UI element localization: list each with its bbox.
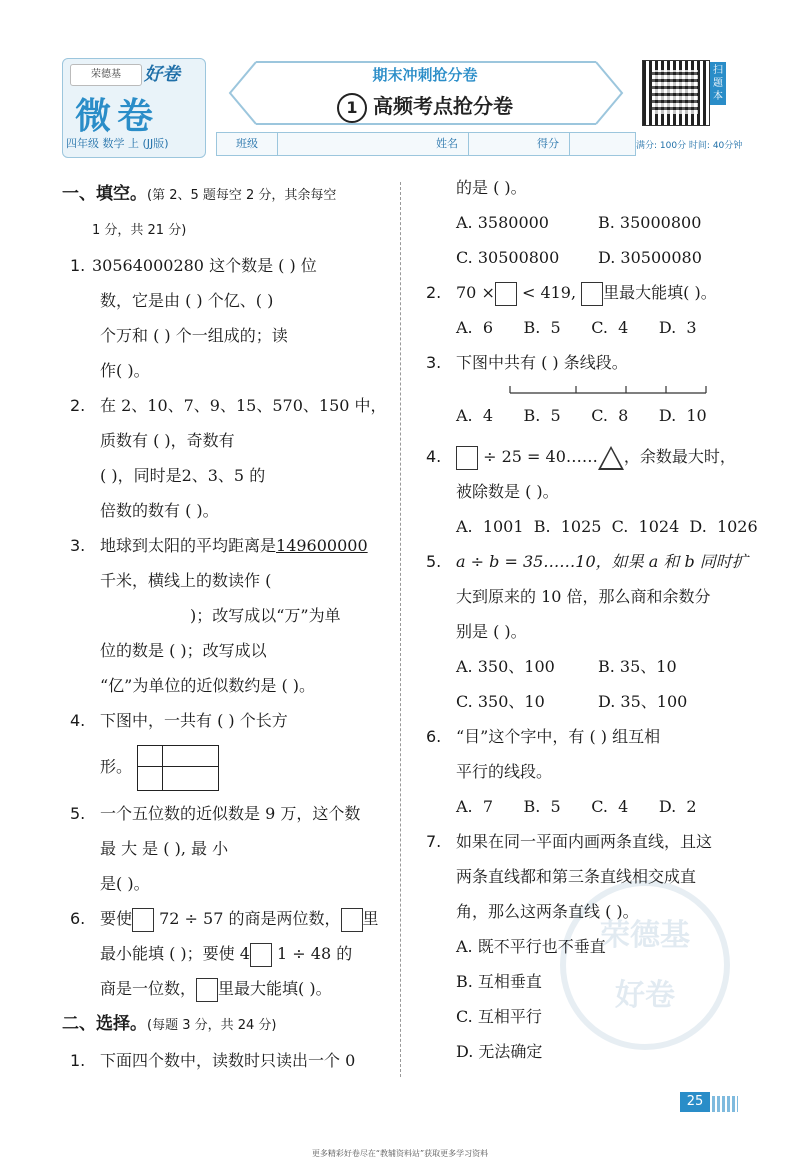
rectangle-figure bbox=[137, 745, 219, 791]
watermark-seal: 荣德基 好卷 bbox=[560, 880, 730, 1050]
choice-1-options-row-1: A. 3580000 B. 35000800 bbox=[456, 213, 702, 232]
question-2: 2. 在 2、10、7、9、15、570、150 中， 质数有 ( )，奇数有 ( )，同时是2、3、5 的 倍数的数有 ( )。 bbox=[70, 396, 387, 520]
line-segment-diagram bbox=[508, 383, 708, 397]
exam-title bbox=[216, 90, 634, 123]
choice-7-option-b: B. 互相垂直 bbox=[456, 972, 542, 991]
column-divider bbox=[400, 182, 401, 1077]
exam-subtitle: 期末冲刺抢分卷 bbox=[372, 66, 478, 84]
choice-question-1: 1. 下面四个数中，读数时只读出一个 0 bbox=[70, 1051, 356, 1070]
blank-box[interactable] bbox=[495, 282, 517, 306]
exam-number: 1 bbox=[337, 93, 367, 123]
choice-question-1-cont: 的是 ( )。 bbox=[456, 178, 527, 197]
brand-mark: 好卷 bbox=[144, 64, 180, 85]
choice-5-options-row-2: C. 350、10 D. 35、100 bbox=[456, 692, 688, 711]
choice-1-options-row-2: C. 30500800 D. 30500080 bbox=[456, 248, 702, 267]
qr-code-pattern bbox=[652, 70, 698, 114]
question-5: 5. 一个五位数的近似数是 9 万，这个数 最 大 是 ( ), 最 小 是( )。 bbox=[70, 804, 361, 893]
brand-logo: 荣德基 bbox=[70, 64, 142, 86]
choice-6-options: A. 7 B. 5 C. 4 D. 2 bbox=[456, 797, 697, 816]
score-time-label: 满分: 100分 时间: 40分钟 bbox=[636, 141, 743, 151]
section-1-note: 1 分，共 21 分) bbox=[92, 223, 187, 238]
choice-5-options-row-1: A. 350、100 B. 35、10 bbox=[456, 657, 677, 676]
question-6: 6. 要使 72 ÷ 57 的商是两位数， 里 最小能填 ( )；要使 4 1 ÷ 48 的 商是一位数， 里最大能填( )。 bbox=[62, 901, 392, 1006]
score-field-blank bbox=[570, 133, 635, 155]
blank-box[interactable] bbox=[250, 943, 272, 967]
blank-box[interactable] bbox=[132, 908, 154, 932]
choice-question-4: 4. ÷ 25 = 40…… ，余数最大时， bbox=[418, 439, 748, 474]
choice-question-5: 5. a ÷ b = 35……10，如果 a 和 b 同时扩 bbox=[426, 552, 748, 571]
class-field-label: 班级 bbox=[217, 133, 278, 155]
blank-box[interactable] bbox=[456, 446, 478, 470]
choice-7-option-d: D. 无法确定 bbox=[456, 1042, 543, 1061]
section-2-heading: 二、选择。(每题 3 分，共 24 分) bbox=[62, 1014, 277, 1034]
choice-7-option-c: C. 互相平行 bbox=[456, 1007, 542, 1026]
underlined-number: 149600000 bbox=[276, 536, 368, 555]
question-4: 4. 下图中，一共有 ( ) 个长方 形。 bbox=[62, 703, 392, 796]
section-1-heading: 一、填空。(第 2、5 题每空 2 分，其余每空 bbox=[62, 184, 337, 204]
triangle-icon bbox=[598, 446, 624, 470]
choice-4-options: A. 1001 B. 1025 C. 1024 D. 1026 bbox=[456, 517, 758, 536]
choice-question-3: 3. 下图中共有 ( ) 条线段。 bbox=[426, 353, 628, 372]
choice-question-2: 2. 70 × < 419, 里最大能填( )。 bbox=[418, 275, 748, 310]
page-number: 25 bbox=[680, 1092, 710, 1112]
choice-question-6: 6. “目”这个字中，有 ( ) 组互相 bbox=[426, 727, 661, 746]
score-field-label: 得分 bbox=[469, 133, 570, 155]
right-column: 的是 ( )。 A. 3580000 B. 35000800 C. 30500800 D. 30500080 2. 70 × < 419, 里最大能填( )。 A. 6 B. 5 C. 4 D. 3 3. 下图中共有 ( ) 条线段。 A. 4 B. 5 C. 8 D. 10 4. ÷ 25 = 40…… ，余数最大时， 被除数是 ( )。 A. 1001 B. 1025 C. 1024 D. 1026 5. a ÷ b = 35……10，如果 a 和 b 同时扩 大到原来的 10 倍，那么商和余数分 别是 ( )。 A. 350、100 B. 35、10 C. 350、10 D. 35、100 6. “目”这个字中，有 ( ) 组互相 平行的线段。 A. 7 B. 5 C. 4 D. 2 7. 如果在同一平面内画两条直线，且这 两条直线都和第三条直线相交成直 角，那么这两条直线 ( )。 A. 既不平行也不垂直 B. 互相垂直 C. 互相平行 D. 无法确定 bbox=[418, 170, 748, 1069]
page-number-decoration bbox=[712, 1096, 738, 1112]
student-info-bar bbox=[216, 132, 636, 156]
grade-label: 四年级 数学 上 (JJ版) bbox=[66, 137, 169, 150]
choice-question-7: 7. 如果在同一平面内画两条直线，且这 bbox=[426, 832, 713, 851]
scan-label: 扫题本 bbox=[710, 62, 726, 105]
series-title: 微卷 bbox=[75, 96, 160, 137]
footer-note: 更多精彩好卷尽在“教辅资料站”获取更多学习资料 bbox=[311, 1149, 489, 1158]
segment-figure bbox=[418, 380, 748, 398]
exam-title-text: 高频考点抢分卷 bbox=[373, 94, 513, 118]
choice-7-option-a: A. 既不平行也不垂直 bbox=[456, 937, 606, 956]
blank-box[interactable] bbox=[581, 282, 603, 306]
question-3: 3. 地球到太阳的平均距离是149600000 千米，横线上的数读作 ( )；改写成以“万”为单 位的数是 ( )；改写成以 “亿”为单位的近似数约是 ( )。 bbox=[70, 536, 368, 695]
left-column bbox=[62, 176, 392, 1078]
name-field-label: 姓名 bbox=[278, 133, 469, 155]
question-1: 1. 30564000280 这个数是 ( ) 位 数，它是由 ( ) 个亿、( ) 个万和 ( ) 个一组成的；读 作( )。 bbox=[70, 256, 317, 380]
blank-box[interactable] bbox=[196, 978, 218, 1002]
blank-box[interactable] bbox=[341, 908, 363, 932]
choice-2-options: A. 6 B. 5 C. 4 D. 3 bbox=[456, 318, 697, 337]
choice-3-options: A. 4 B. 5 C. 8 D. 10 bbox=[456, 406, 707, 425]
